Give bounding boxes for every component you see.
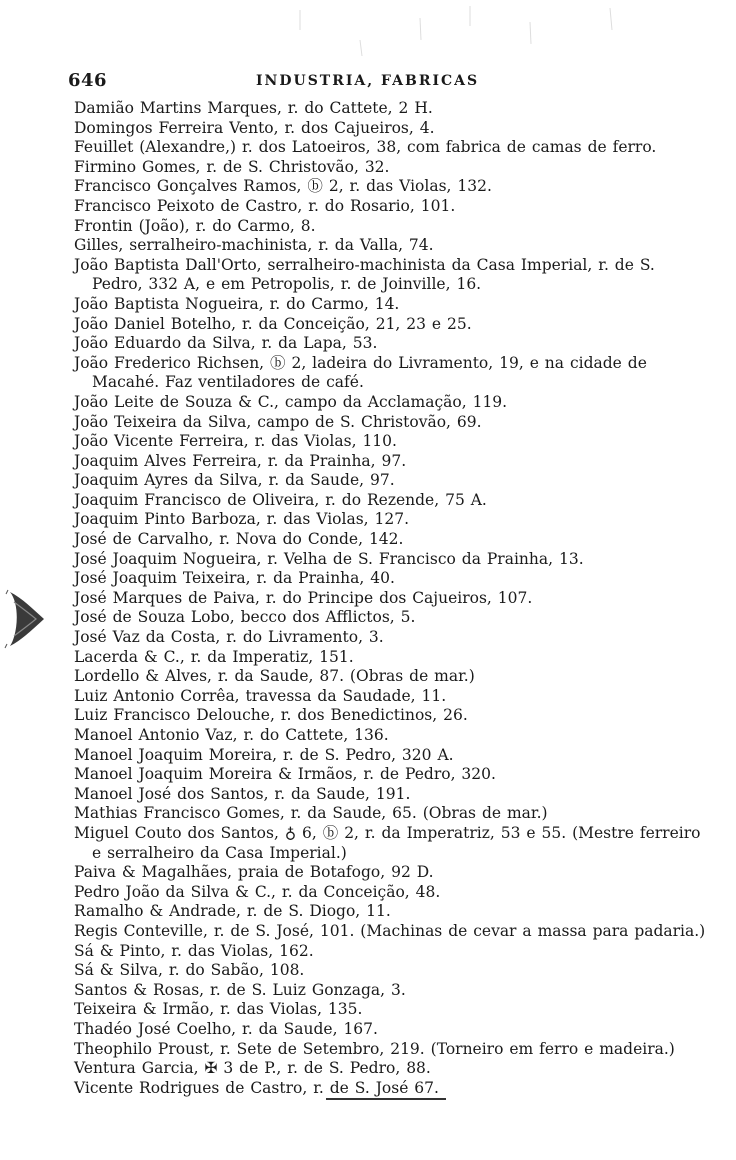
list-item: João Leite de Souza & C., campo da Acclamação, 119. bbox=[74, 392, 508, 411]
list-item: Manoel Joaquim Moreira, r. de S. Pedro, 320 A. bbox=[74, 745, 454, 764]
list-item: Miguel Couto dos Santos, ♁ 6, ⓑ 2, r. da Imperatriz, 53 e 55. (Mestre ferreiro e serralheiro da Casa Imperial.) bbox=[74, 823, 701, 862]
list-item: Mathias Francisco Gomes, r. da Saude, 65. (Obras de mar.) bbox=[74, 804, 548, 823]
list-item: Manoel Antonio Vaz, r. do Cattete, 136. bbox=[74, 726, 389, 744]
list-item: João Teixeira da Silva, campo de S. Christovão, 69. bbox=[74, 412, 482, 431]
page-header bbox=[68, 70, 668, 96]
list-item: Lacerda & C., r. da Imperatiz, 151. bbox=[74, 647, 354, 666]
list-item: Sá & Pinto, r. das Violas, 162. bbox=[74, 941, 314, 960]
list-item: José Joaquim Teixeira, r. da Prainha, 40. bbox=[74, 569, 395, 588]
list-item: Teixeira & Irmão, r. das Violas, 135. bbox=[74, 1000, 363, 1019]
list-item: João Baptista Nogueira, r. do Carmo, 14. bbox=[74, 294, 400, 313]
list-item: João Frederico Richsen, ⓑ 2, ladeira do Livramento, 19, e na cidade de Macahé. Faz ventiladores de café. bbox=[74, 353, 647, 392]
list-item: Manoel Joaquim Moreira & Irmãos, r. de Pedro, 320. bbox=[74, 765, 496, 784]
list-item: Frontin (João), r. do Carmo, 8. bbox=[74, 216, 316, 235]
list-item: Gilles, serralheiro-machinista, r. da Valla, 74. bbox=[74, 236, 434, 255]
list-item: José Joaquim Nogueira, r. Velha de S. Francisco da Prainha, 13. bbox=[74, 549, 584, 568]
list-item: Francisco Gonçalves Ramos, ⓑ 2, r. das Violas, 132. bbox=[74, 177, 492, 196]
list-item: Luiz Francisco Delouche, r. dos Benedictinos, 26. bbox=[74, 706, 468, 725]
list-item: João Eduardo da Silva, r. da Lapa, 53. bbox=[74, 334, 378, 353]
list-item: Domingos Ferreira Vento, r. dos Cajueiros, 4. bbox=[74, 118, 435, 137]
list-item: Joaquim Francisco de Oliveira, r. do Rezende, 75 A. bbox=[74, 490, 487, 509]
list-item: José de Souza Lobo, becco dos Afflictos, 5. bbox=[74, 608, 416, 627]
list-item: José Vaz da Costa, r. do Livramento, 3. bbox=[74, 628, 384, 647]
list-item: João Daniel Botelho, r. da Conceição, 21, 23 e 25. bbox=[74, 314, 472, 333]
list-item: Ramalho & Andrade, r. de S. Diogo, 11. bbox=[74, 902, 391, 921]
list-item: Manoel José dos Santos, r. da Saude, 191. bbox=[74, 784, 411, 803]
list-item: João Baptista Dall'Orto, serralheiro-machinista da Casa Imperial, r. de S. Pedro, 332 A, e em Petropolis, r. de Joinville, 16. bbox=[74, 255, 655, 294]
list-item: José Marques de Paiva, r. do Principe dos Cajueiros, 107. bbox=[74, 588, 533, 607]
list-item: Francisco Peixoto de Castro, r. do Rosario, 101. bbox=[74, 196, 456, 215]
list-item: Regis Conteville, r. de S. José, 101. (Machinas de cevar a massa para padaria.) bbox=[74, 921, 706, 940]
list-item: Firmino Gomes, r. de S. Christovão, 32. bbox=[74, 157, 390, 176]
list-item: Santos & Rosas, r. de S. Luiz Gonzaga, 3. bbox=[74, 980, 406, 999]
list-item: Pedro João da Silva & C., r. da Conceição, 48. bbox=[74, 882, 441, 901]
list-item: Paiva & Magalhães, praia de Botafogo, 92 D. bbox=[74, 863, 434, 882]
list-item: Joaquim Ayres da Silva, r. da Saude, 97. bbox=[74, 471, 395, 490]
list-item: Ventura Garcia, ✠ 3 de P., r. de S. Pedro, 88. bbox=[74, 1059, 431, 1078]
list-item: Joaquim Alves Ferreira, r. da Prainha, 97. bbox=[74, 451, 407, 470]
list-item: Luiz Antonio Corrêa, travessa da Saudade, 11. bbox=[74, 686, 447, 705]
list-item: Sá & Silva, r. do Sabão, 108. bbox=[74, 961, 305, 980]
list-item: Feuillet (Alexandre,) r. dos Latoeiros, 38, com fabrica de camas de ferro. bbox=[74, 138, 657, 157]
running-title: INDUSTRIA, FABRICAS bbox=[256, 73, 480, 89]
page-number: 646 bbox=[68, 70, 108, 91]
list-item: Vicente Rodrigues de Castro, r. de S. José 67. bbox=[74, 1078, 439, 1097]
page-bleed-through-marks bbox=[0, 0, 736, 60]
directory-entry-list bbox=[74, 99, 706, 1098]
list-item: Lordello & Alves, r. da Saude, 87. (Obras de mar.) bbox=[74, 667, 475, 686]
list-item: João Vicente Ferreira, r. das Violas, 110. bbox=[74, 432, 397, 451]
list-item: Damião Martins Marques, r. do Cattete, 2 H. bbox=[74, 99, 433, 117]
list-item: Theophilo Proust, r. Sete de Setembro, 219. (Torneiro em ferro e madeira.) bbox=[74, 1039, 675, 1058]
list-item: Joaquim Pinto Barboza, r. das Violas, 127. bbox=[74, 510, 410, 529]
ornamental-margin-mark-icon bbox=[4, 584, 52, 654]
section-end-rule bbox=[326, 1098, 446, 1100]
list-item: Thadéo José Coelho, r. da Saude, 167. bbox=[74, 1019, 378, 1038]
list-item: José de Carvalho, r. Nova do Conde, 142. bbox=[74, 530, 404, 549]
